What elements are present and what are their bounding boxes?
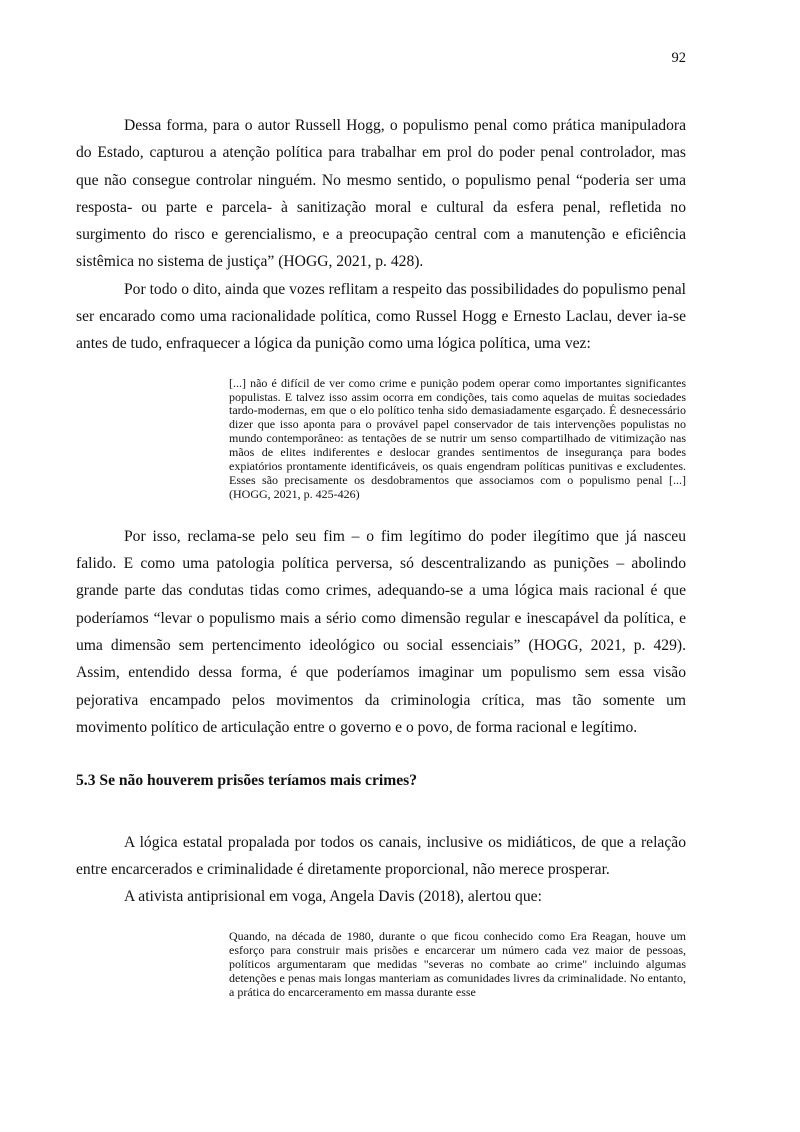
page-body bbox=[76, 112, 686, 1000]
paragraph-3: Por isso, reclama-se pelo seu fim – o fim legítimo do poder ilegítimo que já nasceu falido. E como uma patologia política perversa, só descentralizando as punições – abolindo grande parte das condutas tidas como crimes, adequando-se a uma lógica mais racional é que poderíamos “levar o populismo mais a sério como dimensão regular e inescapável da política, e uma dimensão sem pertencimento ideológico ou social essenciais” (HOGG, 2021, p. 429). Assim, entendido dessa forma, é que poderíamos imaginar um populismo sem essa visão pejorativa encampado pelos movimentos da criminologia crítica, mas tão somente um movimento político de articulação entre o governo e o povo, de forma racional e legítimo. bbox=[76, 527, 686, 736]
block-quote-davis: Quando, na década de 1980, durante o que ficou conhecido como Era Reagan, houve um esforço para construir mais prisões e encarcerar um número cada vez maior de pessoas, políticos argumentaram que medidas "severas no combate ao crime" incluindo algumas detenções e penas mais longas manteriam as comunidades livres da criminalidade. No entanto, a prática do encarceramento em massa durante esse bbox=[229, 929, 686, 1000]
page-number: 92 bbox=[671, 50, 686, 66]
paragraph-5: A ativista antiprisional em voga, Angela Davis (2018), alertou que: bbox=[124, 888, 542, 906]
paragraph-4: A lógica estatal propalada por todos os canais, inclusive os midiáticos, de que a relação entre encarcerados e criminalidade é diretamente proporcional, não merece prosperar. bbox=[76, 833, 686, 878]
paragraph-2: Por todo o dito, ainda que vozes reflitam a respeito das possibilidades do populismo penal ser encarado como uma racionalidade política, como Russel Hogg e Ernesto Laclau, dever ia-se antes de tudo, enfraquecer a lógica da punição como uma lógica política, uma vez: bbox=[76, 280, 686, 353]
section-heading: 5.3 Se não houverem prisões teríamos mais crimes? bbox=[76, 772, 417, 790]
paragraph-1: Dessa forma, para o autor Russell Hogg, o populismo penal como prática manipuladora do Estado, capturou a atenção política para trabalhar em prol do poder penal controlador, mas que não consegue controlar ninguém. No mesmo sentido, o populismo penal “poderia ser uma resposta- ou parte e parcela- à sanitização moral e cultural da esfera penal, refletida no surgimento do risco e gerencialismo, e a preocupação central com a manutenção e eficiência sistêmica no sistema de justiça” (HOGG, 2021, p. 428). bbox=[76, 117, 686, 271]
block-quote-hogg: [...] não é difícil de ver como crime e punição podem operar como importantes significantes populistas. E talvez isso assim ocorra em condições, tais como aquelas de muitas sociedades tardo-modernas, em que o elo político tenha sido demasiadamente esgarçado. É desnecessário dizer que isso aponta para o provável papel conservador de tais intervenções populistas no mundo contemporâneo: as tentações de se nutrir um senso compartilhado de vitimização nas mãos de elites indiferentes e deslocar grandes sentimentos de insegurança para bodes expiatórios prontamente identificáveis, os quais engendram políticas punitivas e excludentes. Esses são precisamente os desdobramentos que associamos com o populismo penal [...] (HOGG, 2021, p. 425-426) bbox=[229, 375, 686, 501]
